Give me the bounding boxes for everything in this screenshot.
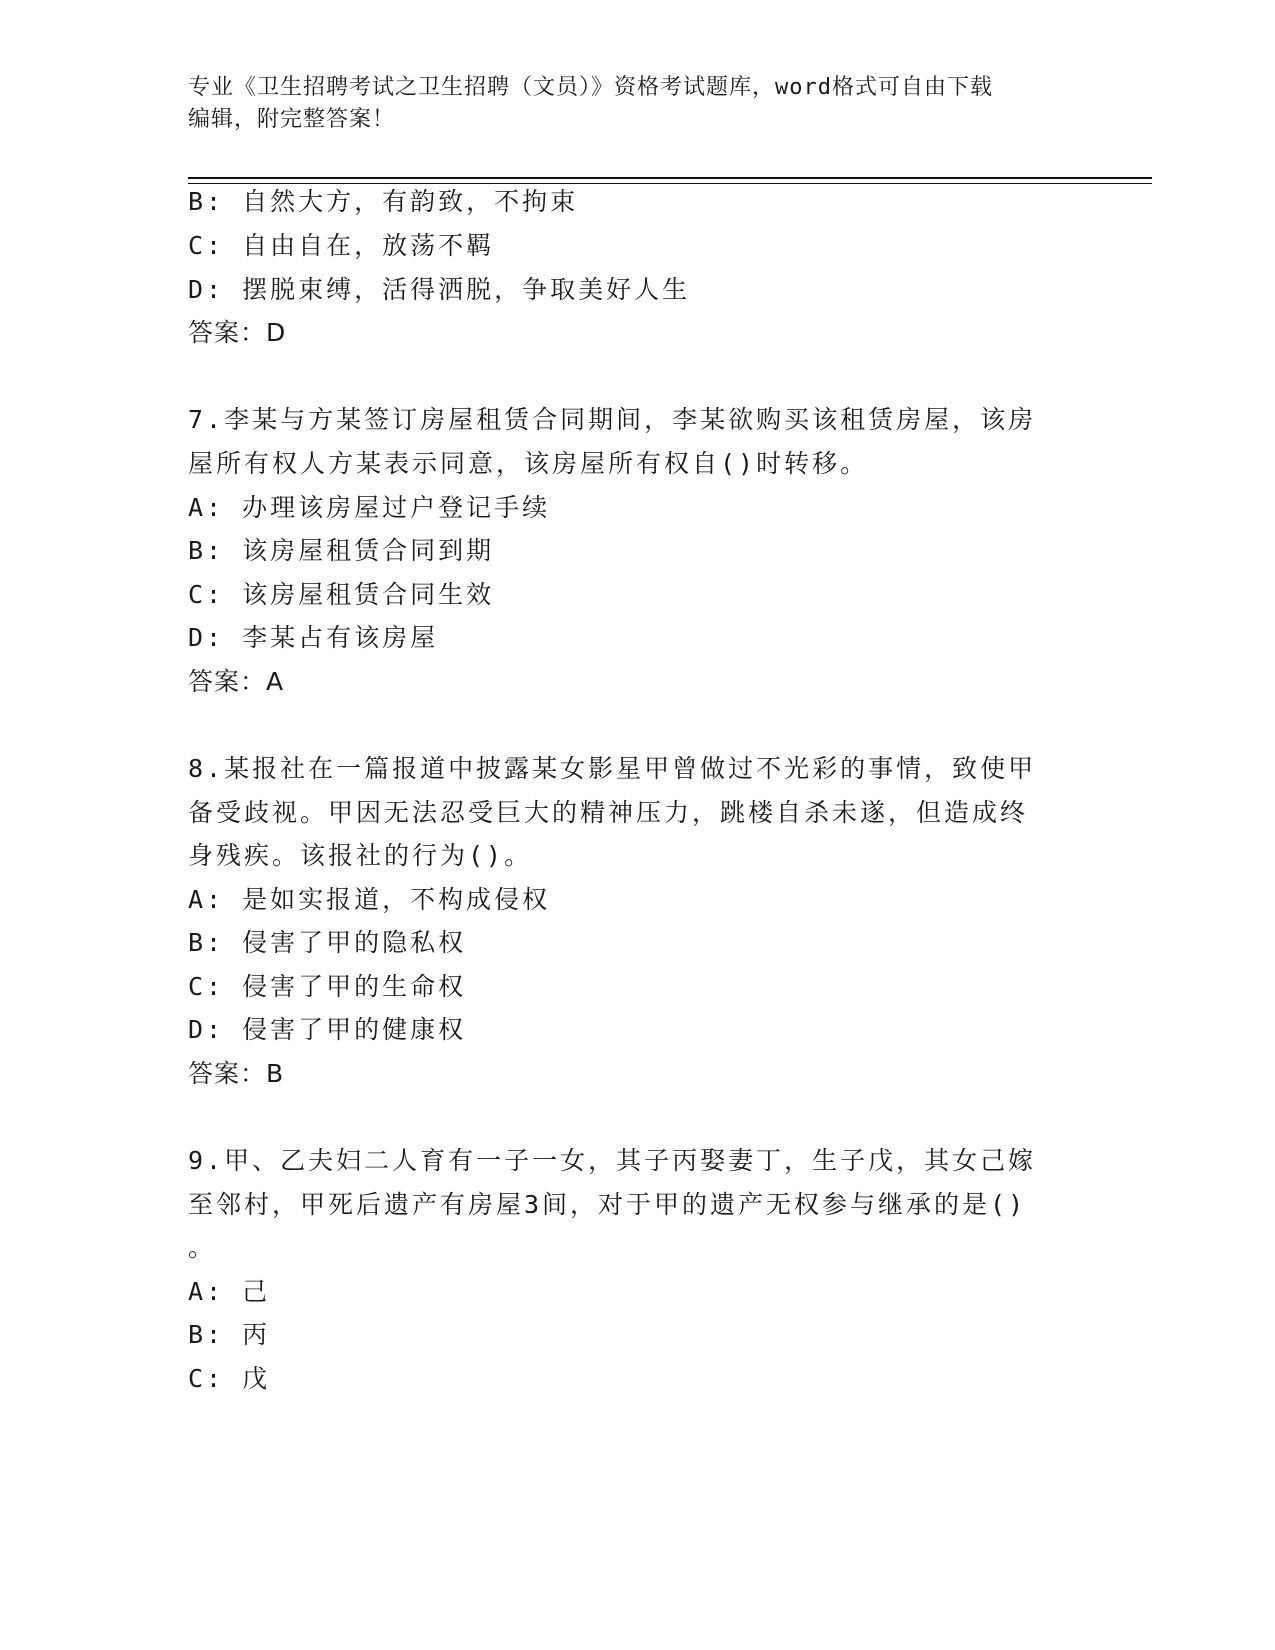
q7-stem-line-1: 7.李某与方某签订房屋租赁合同期间，李某欲购买该租赁房屋，该房 xyxy=(188,405,1037,434)
q8-answer: 答案：B xyxy=(188,1059,285,1088)
q7-option-c: C: 该房屋租赁合同生效 xyxy=(188,580,495,609)
header-line-1: 专业《卫生招聘考试之卫生招聘（文员）》资格考试题库，word格式可自由下载 xyxy=(188,75,993,100)
q8-stem-line-1: 8.某报社在一篇报道中披露某女影星甲曾做过不光彩的事情，致使甲 xyxy=(188,754,1037,783)
q8-option-b: B: 侵害了甲的隐私权 xyxy=(188,928,467,957)
q9-option-c: C: 戊 xyxy=(188,1364,271,1393)
q8-option-a: A: 是如实报道，不构成侵权 xyxy=(188,885,551,914)
q7-option-a: A: 办理该房屋过户登记手续 xyxy=(188,493,551,522)
q7-option-b: B: 该房屋租赁合同到期 xyxy=(188,536,495,565)
document-header xyxy=(188,72,1068,136)
q9-stem-line-3: 。 xyxy=(188,1233,217,1262)
q6-option-b: B: 自然大方，有韵致，不拘束 xyxy=(188,187,579,216)
q7-option-d: D: 李某占有该房屋 xyxy=(188,623,439,652)
q9-stem-line-1: 9.甲、乙夫妇二人育有一子一女，其子丙娶妻丁，生子戊，其女己嫁 xyxy=(188,1146,1037,1175)
q6-option-d: D: 摆脱束缚，活得洒脱，争取美好人生 xyxy=(188,275,691,304)
header-divider-thick xyxy=(188,177,1152,179)
q9-option-b: B: 丙 xyxy=(188,1320,271,1349)
q9-stem-line-2: 至邻村，甲死后遗产有房屋3间，对于甲的遗产无权参与继承的是() xyxy=(188,1190,1027,1219)
q7-stem-line-2: 屋所有权人方某表示同意，该房屋所有权自()时转移。 xyxy=(188,449,869,478)
q8-stem-line-2: 备受歧视。甲因无法忍受巨大的精神压力，跳楼自杀未遂，但造成终 xyxy=(188,798,1029,827)
q8-option-d: D: 侵害了甲的健康权 xyxy=(188,1015,467,1044)
header-divider-thin xyxy=(188,183,1152,184)
q6-answer: 答案：D xyxy=(188,318,287,347)
q9-option-a: A: 己 xyxy=(188,1277,271,1306)
q6-option-c: C: 自由自在，放荡不羁 xyxy=(188,231,495,260)
q8-stem-line-3: 身残疾。该报社的行为()。 xyxy=(188,841,533,870)
q8-option-c: C: 侵害了甲的生命权 xyxy=(188,972,467,1001)
header-line-2: 编辑，附完整答案！ xyxy=(188,107,396,132)
q7-answer: 答案：A xyxy=(188,667,285,696)
